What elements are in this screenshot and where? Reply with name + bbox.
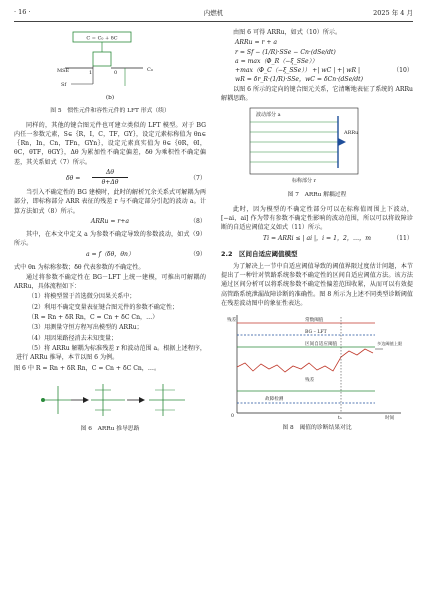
eq7-num: Δθ [92,168,128,178]
fig8-origin: 0 [230,414,234,420]
fig8-l1: 常数阈值 [304,318,323,324]
equation-10 [221,38,413,84]
paragraph: 通过将参数不确定性在 BG－LFT 上统一建模，可推出可解耦的 ARRu，具体流程如下： [14,273,206,291]
fig8-l6: 多边阈值上限 [376,341,402,347]
step-item: （R = Rn + δR Rn，C = Cn + δC Cn，…） [28,314,159,322]
equation-7 [14,168,206,188]
fig7-mid-label: 标称部分 r [292,178,316,185]
header-rule [14,21,413,22]
eq8-number: （8） [189,217,206,225]
fig8-ylabel: 残差 [226,318,236,324]
fig8-residual [237,349,373,372]
step-item: （3）用测量守恒方程写出模型的 ARRu； [28,324,143,332]
fig7-caption: 图 7 ARRu 解耦过程 [287,192,347,199]
page-header [14,8,413,20]
fig5-diagram [35,28,185,94]
eq10-line: r = Sf − (1/R)·SSe − Cn·(dSe/dt) [235,48,336,56]
issue-date: 2025 年 4 月 [373,9,413,17]
fig8-l5: 故障检测 [264,397,283,403]
eq11-number: （11） [393,234,413,242]
step-item: （1）将模型置于首选微分因果关系中； [28,293,136,301]
section-heading: 2.2 区间自适应阈值模型 [221,249,298,258]
page-number: · 16 · [14,8,31,16]
paragraph: 当引入不确定性的 BG 建模时，此时的解析冗余关系式可解耦为两部分，即标称部分 ARR 表征的残差 r 与不确定部分引起的波动 a。计算方法如式（8）所示。 [14,189,206,215]
fig7-top-label: 波动部分 a [256,112,281,119]
paragraph: 其中，在本文中定义 a 为参数不确定导致的参数波动，如式（9）所示。 [14,230,206,248]
paragraph: 为了解决上一节中自适应阈值导致的阈值界限过度估计问题，本节提出了一种针对管路系统参数不确定性的区间自适应阈值方法。该方法通过区间分析可以将系统参数不确定性偏差范围收紧，从而可以有效提高管路系统泄漏故障诊断的准确性。图 8 所示为上述不同类型诊断阈值在残差波动图中的象征性表达。 [221,262,413,308]
fig8-l3: 区间自适应阈值 [304,342,337,348]
fig8-tn: tₙ [337,416,342,422]
paragraph: 以图 6 所示的定向的键合图元关系，它清晰地表征了系统的 ARRu 解耦思路。 [221,85,413,103]
eq10-line: wR = δr_R·(1/R)·SSe，wC = δCn·(dSe/dt) [235,76,363,84]
left-column [14,28,206,438]
fig5-one: 1 [89,70,93,76]
fig8-caption: 图 8 阈值的诊断结果对比 [282,425,352,432]
equation-11: Ti = ARRi ≤ | ai |，i = 1，2，…，m （11） [263,234,413,242]
paragraph: 由图 6 可得 ARRu，如式（10）所示。 [233,29,342,36]
fig5-mse: MSE [57,68,70,74]
fig8-l4: 残差 [304,378,314,384]
eq7-number: （7） [189,175,206,183]
fig8-l2: BG – LFT [304,330,327,336]
fig6-diagram [25,374,195,422]
fig5-top-label: C = C₀ + δC [86,35,118,42]
fig5-zero: 0 [114,70,118,76]
step-item: （5）将 ARRu 解耦为标准残差 r 和波动范围 a。根据上述程序，进行 ARRu 推导，本节以图 6 为例。 [16,344,206,362]
step-item: （4）用因果路径消去未知变量； [28,334,118,342]
journal-name: 内燃机 [203,9,224,17]
eq10-line: ARRu = r + a [235,39,278,47]
paragraph: 同样的，其他的键合图元件也可建立类似的 LFT 模型。对于 BG 内任一参数元素，S∈｛R，I，C，TF，GY｝，设定元素标称值为 θn∈｛Rn，In，Cn，TFn，GYn｝，设定元素真实值为 θ∈｛θR，θI，θC，θTF，θGY｝，Δθ 为累加性不确定偏差，δθ 为乘积性不确定偏差，其关系如式（7）所示。 [14,121,206,166]
fig8-xlabel: 时间 [384,416,394,422]
eq10-line: a = max（Φ_R（−ξ_SSe）） [235,57,318,65]
eq10-line: +max（Φ_C（−ξ_SSe）） +| wC | +| wR | [235,67,361,75]
fig8-chart [225,309,410,421]
paragraph: 此时，因为模型的不确定性部分可以在标称值周围上下波动，[−ai，ai] 作为带有参数不确定性影响的波动范围，所以可以将故障诊断的自适应阈值定义如式（11）所示。 [221,205,413,232]
fig7-diagram [242,104,392,188]
eq10-number: （10） [393,67,413,75]
equation-9: a = f（δθ，θn） （9） [85,250,206,258]
fig5-caption: 图 5 惯性元件和容性元件的 LFT 形式（续） [50,108,170,115]
paragraph: 式中 θn 为标称参数；δθ 代表参数的不确定性。 [14,263,145,271]
fig5-c0: C₀ [147,67,153,73]
eq7-den: θ+Δθ [101,179,119,187]
fig7-arr: ARRu [344,130,359,137]
step-item: （2）利用不确定变量表征键合图元件的参数不确定性； [28,303,179,311]
eq7-lhs: δθ = [66,175,81,183]
equation-8: ARRu = r+a （8） [90,217,206,225]
right-column [221,28,413,438]
fig6-caption: 图 6 ARRu 推导思路 [80,425,140,432]
fig5-sub: (b) [105,95,115,101]
fig5-sf: Sf [61,82,67,88]
paragraph: 图 6 中 R = Rn + δR Rn，C = Cn + δC Cn，…。 [14,364,161,372]
fig5-block [93,52,111,66]
eq9-number: （9） [189,250,206,258]
